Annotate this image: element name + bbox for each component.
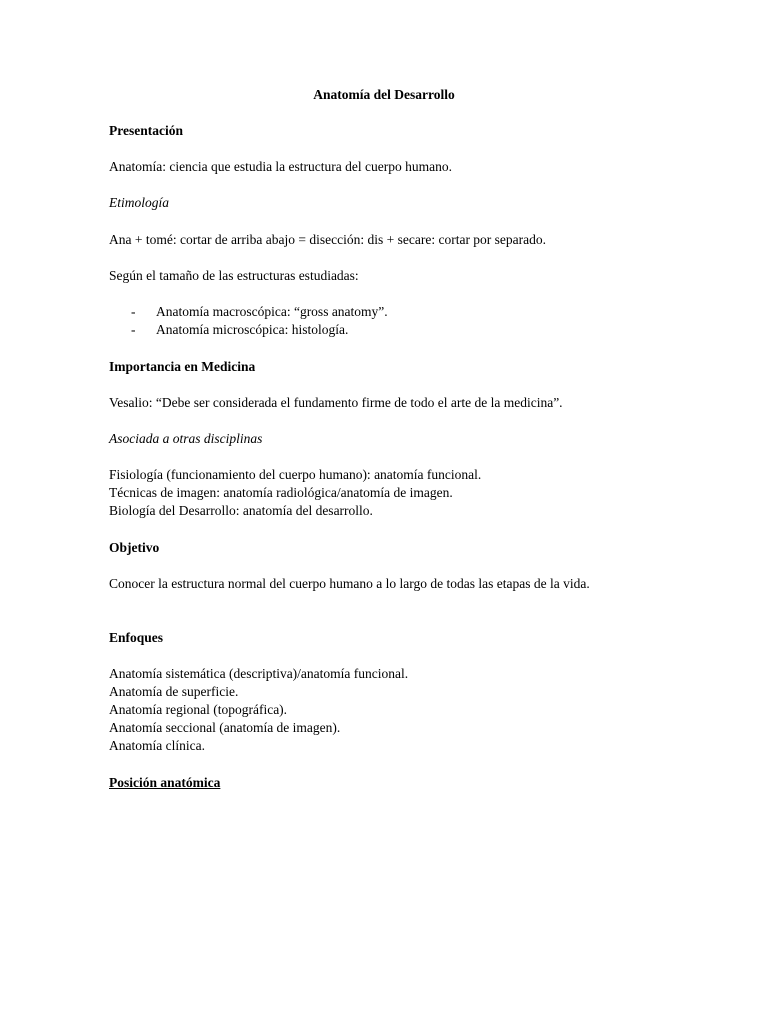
heading-importancia: Importancia en Medicina: [109, 359, 256, 374]
text-line: Anatomía seccional (anatomía de imagen).: [109, 720, 341, 735]
heading-asociada: Asociada a otras disciplinas: [109, 431, 263, 446]
paragraph-etimologia: Ana + tomé: cortar de arriba abajo = disección: dis + secare: cortar por separado.: [109, 232, 547, 247]
text-line: Biología del Desarrollo: anatomía del desarrollo.: [109, 503, 373, 518]
text-line: Anatomía de superficie.: [109, 684, 239, 699]
list-item-text: Anatomía microscópica: histología.: [156, 322, 349, 337]
list-item-text: Anatomía macroscópica: “gross anatomy”.: [156, 304, 388, 319]
heading-presentacion: Presentación: [109, 123, 183, 138]
paragraph-vesalio: Vesalio: “Debe ser considerada el fundamento firme de todo el arte de la medicina”.: [109, 395, 563, 410]
text-line: Técnicas de imagen: anatomía radiológica/anatomía de imagen.: [109, 485, 453, 500]
list-dash: -: [131, 304, 136, 319]
paragraph-objetivo: Conocer la estructura normal del cuerpo humano a lo largo de todas las etapas de la vida.: [109, 576, 590, 591]
paragraph-segun: Según el tamaño de las estructuras estudiadas:: [109, 268, 359, 283]
enfoques-lines: [109, 665, 649, 755]
text-line: Anatomía sistemática (descriptiva)/anatomía funcional.: [109, 666, 409, 681]
heading-objetivo: Objetivo: [109, 540, 160, 555]
heading-etimologia: Etimología: [109, 195, 169, 210]
text-line: Anatomía regional (topográfica).: [109, 702, 288, 717]
list-item: [131, 321, 348, 339]
heading-enfoques: Enfoques: [109, 630, 164, 645]
heading-posicion-anatomica: Posición anatómica: [109, 775, 221, 790]
paragraph-anatomia: Anatomía: ciencia que estudia la estructura del cuerpo humano.: [109, 159, 452, 174]
text-line: Fisiología (funcionamiento del cuerpo humano): anatomía funcional.: [109, 467, 482, 482]
list-dash: -: [131, 322, 136, 337]
document-title: Anatomía del Desarrollo: [313, 87, 455, 102]
text-line: Anatomía clínica.: [109, 738, 205, 753]
asociada-lines: [109, 466, 649, 520]
list-item: [131, 303, 388, 321]
